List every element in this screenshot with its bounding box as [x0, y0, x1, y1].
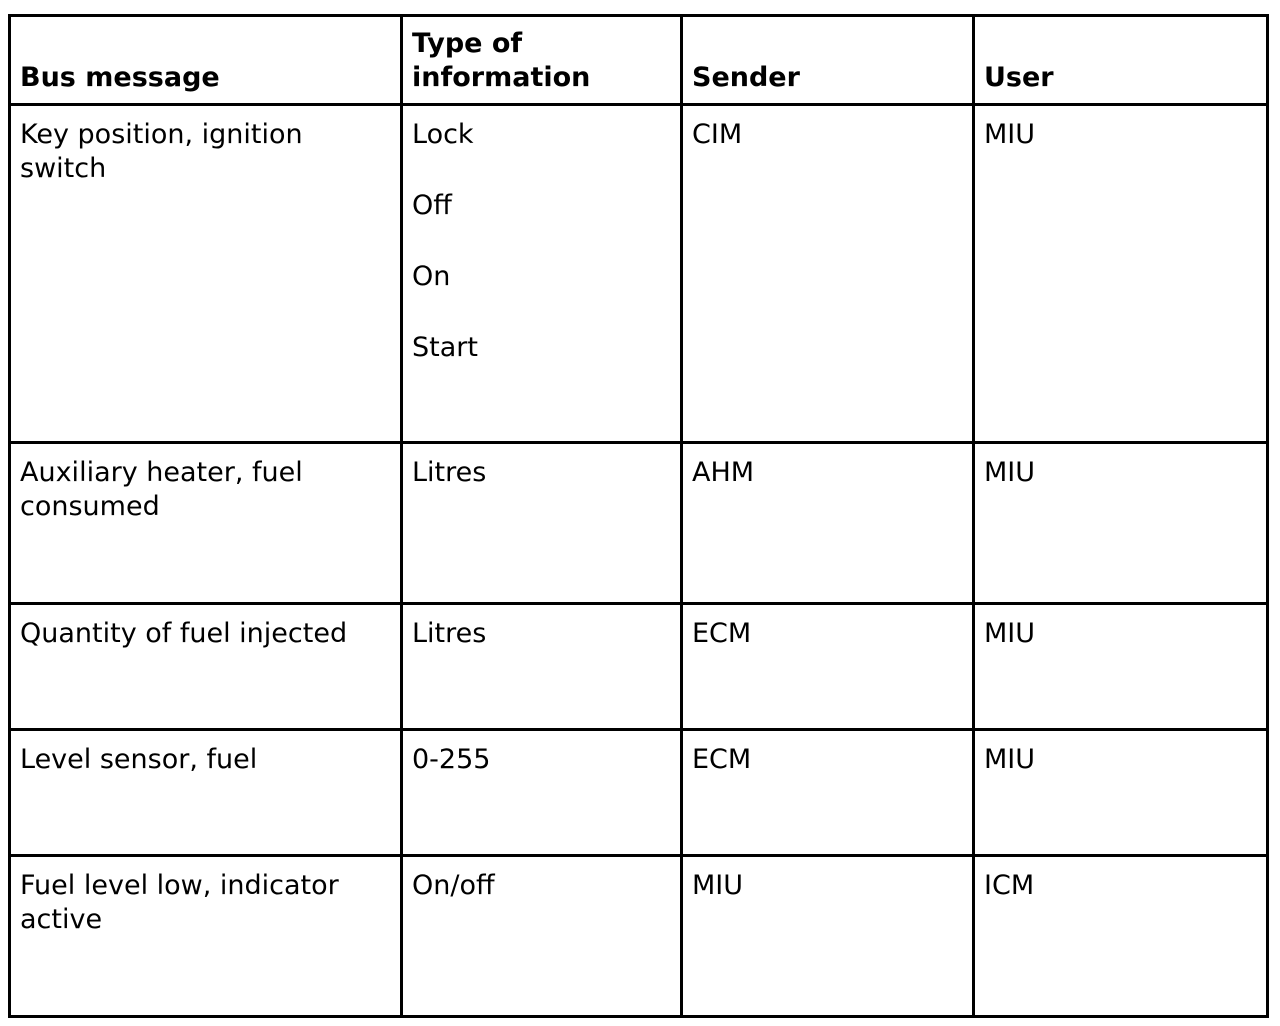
cell-bus-message: Fuel level low, indicator active — [10, 856, 402, 1017]
cell-type-of-information — [402, 105, 682, 443]
type-value: Off — [412, 190, 452, 221]
cell-type-of-information — [402, 730, 682, 856]
cell-sender: MIU — [682, 856, 974, 1017]
header-bus-message: Bus message — [10, 16, 402, 105]
cell-sender: AHM — [682, 443, 974, 604]
cell-type-of-information — [402, 856, 682, 1017]
table-row — [10, 105, 1268, 443]
cell-bus-message: Key position, ignition switch — [10, 105, 402, 443]
cell-user: MIU — [974, 105, 1268, 443]
table-row — [10, 604, 1268, 730]
table-row — [10, 856, 1268, 1017]
cell-type-of-information — [402, 443, 682, 604]
cell-user: MIU — [974, 604, 1268, 730]
table-row — [10, 730, 1268, 856]
cell-sender: CIM — [682, 105, 974, 443]
type-value: Start — [412, 332, 478, 363]
type-value: Lock — [412, 119, 474, 150]
header-user: User — [974, 16, 1268, 105]
cell-user: MIU — [974, 443, 1268, 604]
cell-user: ICM — [974, 856, 1268, 1017]
type-value: Litres — [412, 457, 487, 488]
cell-user: MIU — [974, 730, 1268, 856]
table-row — [10, 443, 1268, 604]
type-value: 0-255 — [412, 744, 491, 775]
bus-message-table — [8, 14, 1269, 1018]
cell-sender: ECM — [682, 730, 974, 856]
type-value: Litres — [412, 618, 487, 649]
type-value: On/off — [412, 870, 495, 901]
cell-type-of-information — [402, 604, 682, 730]
header-type-of-information: Type of information — [402, 16, 682, 105]
cell-bus-message: Level sensor, fuel — [10, 730, 402, 856]
type-value: On — [412, 261, 451, 292]
cell-bus-message: Auxiliary heater, fuel consumed — [10, 443, 402, 604]
cell-bus-message: Quantity of fuel injected — [10, 604, 402, 730]
cell-sender: ECM — [682, 604, 974, 730]
header-row — [10, 16, 1268, 105]
header-sender: Sender — [682, 16, 974, 105]
